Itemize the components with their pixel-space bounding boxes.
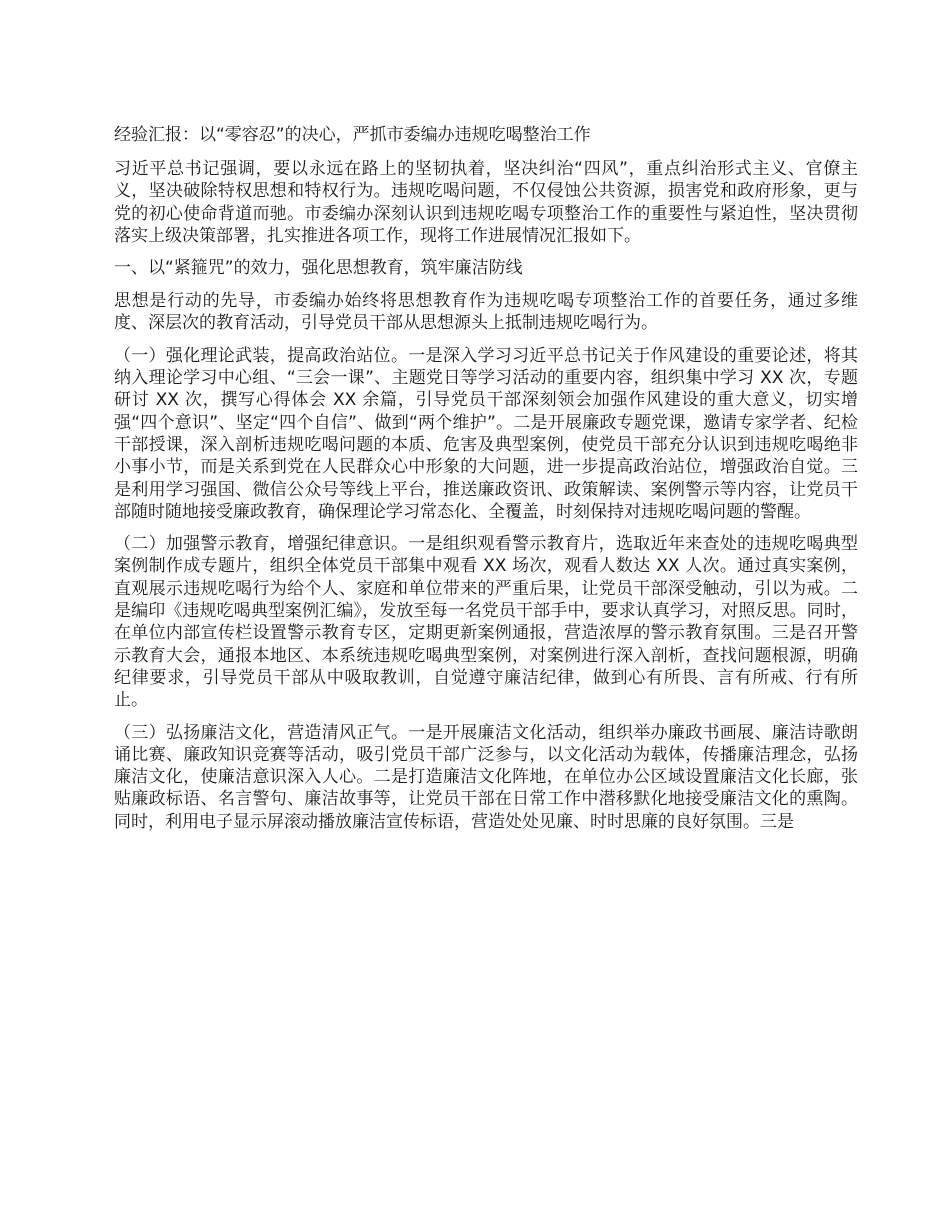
document-title: 经验汇报：以“零容忍”的决心，严抓市委编办违规吃喝整治工作 bbox=[114, 125, 591, 145]
section-intro-paragraph: 思想是行动的先导，市委编办始终将思想教育作为违规吃喝专项整治工作的首要任务，通过多维度、深层次的教育活动，引导党员干部从思想源头上抵制违规吃喝行为。 bbox=[114, 291, 858, 334]
section-heading: 一、以“紧箍咒”的效力，强化思想教育，筑牢廉洁防线 bbox=[114, 258, 523, 279]
item-paragraph-1: （一）强化理论武装，提高政治站位。一是深入学习习近平总书记关于作风建设的重要论述，将其纳入理论学习中心组、“三会一课”、主题党日等学习活动的重要内容，组织集中学习 XX 次，专题研讨 XX 次，撰写心得体会 XX 余篇，引导党员干部深刻领会加强作风建设的重大意义，切实增强“四个意识”、坚定“四个自信”、做到“两个维护”。二是开展廉政专题党课，邀请专家学者、纪检干部授课，深入剖析违规吃喝问题的本质、危害及典型案例，使党员干部充分认识到违规吃喝绝非小事小节，而是关系到党在人民群众心中形象的大问题，进一步提高政治站位，增强政治自觉。三是利用学习强国、微信公众号等线上平台，推送廉政资讯、政策解读、案例警示等内容，让党员干部随时随地接受廉政教育，确保理论学习常态化、全覆盖，时刻保持对违规吃喝问题的警醒。 bbox=[114, 345, 858, 522]
intro-paragraph: 习近平总书记强调，要以永远在路上的坚韧执着，坚决纠治“四风”，重点纠治形式主义、官僚主义，坚决破除特权思想和特权行为。违规吃喝问题，不仅侵蚀公共资源，损害党和政府形象，更与党的初心使命背道而驰。市委编办深刻认识到违规吃喝专项整治工作的重要性与紧迫性，坚决贯彻落实上级决策部署，扎实推进各项工作，现将工作进展情况汇报如下。 bbox=[114, 159, 858, 246]
document-page bbox=[114, 124, 858, 843]
item-paragraph-2: （二）加强警示教育，增强纪律意识。一是组织观看警示教育片，选取近年来查处的违规吃喝典型案例制作成专题片，组织全体党员干部集中观看 XX 场次，观看人数达 XX 人次。通过真实案例，直观展示违规吃喝行为给个人、家庭和单位带来的严重后果，让党员干部深受触动，引以为戒。二是编印《违规吃喝典型案例汇编》，发放至每一名党员干部手中，要求认真学习，对照反思。同时，在单位内部宣传栏设置警示教育专区，定期更新案例通报，营造浓厚的警示教育氛围。三是召开警示教育大会，通报本地区、本系统违规吃喝典型案例，对案例进行深入剖析，查找问题根源，明确纪律要求，引导党员干部从中吸取教训，自觉遵守廉洁纪律，做到心有所畏、言有所戒、行有所止。 bbox=[114, 534, 858, 711]
item-paragraph-3: （三）弘扬廉洁文化，营造清风正气。一是开展廉洁文化活动，组织举办廉政书画展、廉洁诗歌朗诵比赛、廉政知识竞赛等活动，吸引党员干部广泛参与，以文化活动为载体，传播廉洁理念，弘扬廉洁文化，使廉洁意识深入人心。二是打造廉洁文化阵地，在单位办公区域设置廉洁文化长廊，张贴廉政标语、名言警句、廉洁故事等，让党员干部在日常工作中潜移默化地接受廉洁文化的熏陶。同时，利用电子显示屏滚动播放廉洁宣传标语，营造处处见廉、时时思廉的良好氛围。三是 bbox=[114, 722, 858, 832]
